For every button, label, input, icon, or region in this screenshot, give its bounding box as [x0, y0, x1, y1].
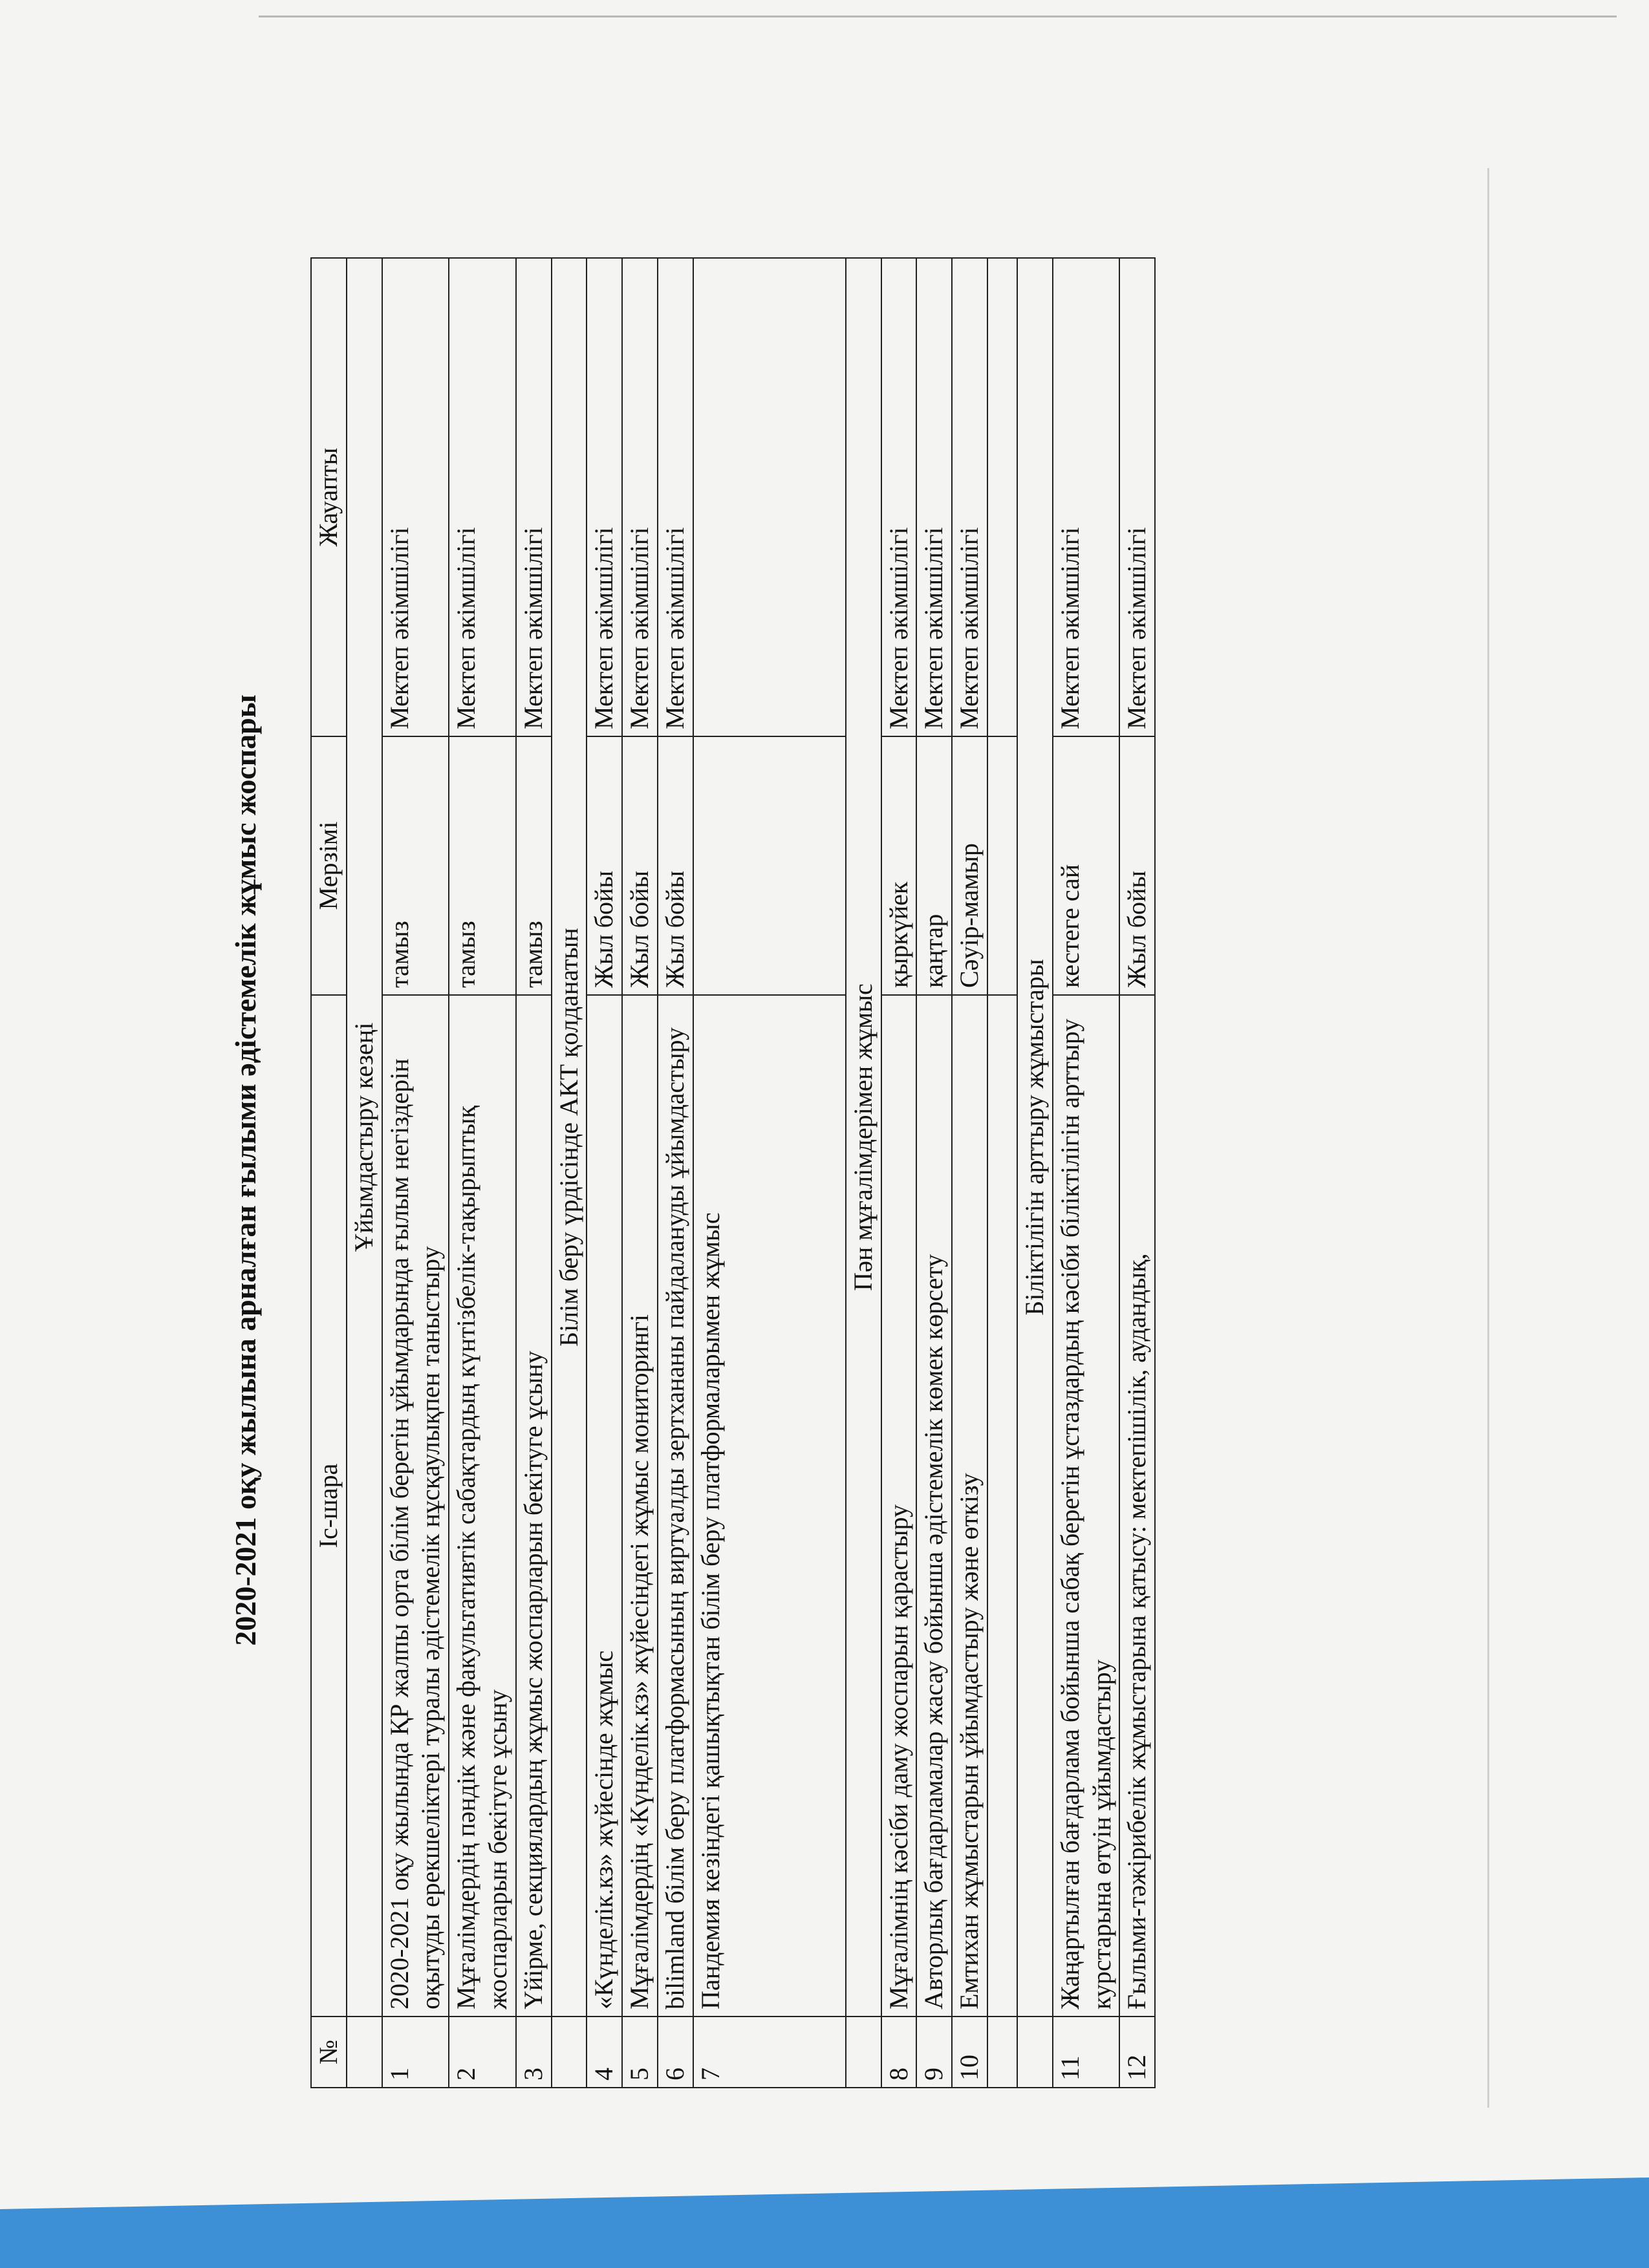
row-activity: Авторлық бағдарламалар жасау бойынша әдістемелік көмек көрсету — [916, 995, 952, 2017]
row-activity: Ғылыми-тәжірибелік жұмыстарына қатысу: мектепішілік, аудандық, — [1119, 995, 1155, 2017]
row-activity: Жаңартылған бағдарлама бойынша сабақ беретін ұстаздардың кәсіби біліктілігін арттыру курстарына өтуін ұйымдастыру — [1053, 995, 1120, 2017]
header-activity: Іс-шара — [311, 995, 347, 2017]
row-deadline: Сәуір-мамыр — [952, 736, 987, 995]
rotated-document — [213, 226, 1500, 2114]
section-row — [1017, 258, 1053, 2088]
row-activity: Үйірме, секциялардың жұмыс жоспарларын бекітуге ұсыну — [516, 995, 552, 2017]
row-num: 7 — [693, 2017, 846, 2088]
row-responsible: Мектеп әкімшілігі — [952, 258, 987, 736]
row-responsible: Мектеп әкімшілігі — [622, 258, 658, 736]
row-deadline: қыркүйек — [881, 736, 917, 995]
row-deadline: кестеге сай — [1053, 736, 1120, 995]
table-row — [1053, 258, 1120, 2088]
row-deadline — [693, 736, 846, 995]
row-responsible: Мектеп әкімшілігі — [658, 258, 693, 736]
table-row — [449, 258, 516, 2088]
row-deadline: Жыл бойы — [622, 736, 658, 995]
row-deadline: қаңтар — [916, 736, 952, 995]
work-plan-table — [310, 257, 1156, 2088]
row-responsible: Мектеп әкімшілігі — [1053, 258, 1120, 736]
document-title: 2020-2021 оқу жылына арналған ғылыми әдістемелік жұмыс жоспары — [229, 694, 262, 1646]
scanner-blue-edge — [0, 2177, 1649, 2268]
row-activity: Пандемия кезіндегі қашықтықтан білім беру платформаларымен жұмыс — [693, 995, 846, 2017]
row-activity: bilimland білім беру платформасының виртуалды зертхананы пайдалануды ұйымдастыру — [658, 995, 693, 2017]
row-deadline: тамыз — [516, 736, 552, 995]
row-activity: Емтихан жұмыстарын ұйымдастыру және өткізу — [952, 995, 987, 2017]
table-row — [587, 258, 622, 2088]
section-title: Білім беру үрдісінде АКТ қолданатын — [552, 258, 587, 2017]
row-num: 8 — [881, 2017, 917, 2088]
row-num: 5 — [622, 2017, 658, 2088]
row-deadline: Жыл бойы — [1119, 736, 1155, 995]
header-num: № — [311, 2017, 347, 2088]
row-num: 12 — [1119, 2017, 1155, 2088]
table-row — [382, 258, 449, 2088]
row-responsible: Мектеп әкімшілігі — [587, 258, 622, 736]
row-responsible: Мектеп әкімшілігі — [449, 258, 516, 736]
table-row — [916, 258, 952, 2088]
row-deadline: тамыз — [382, 736, 449, 995]
row-num: 11 — [1053, 2017, 1120, 2088]
section-title: Ұйымдастыру кезеңі — [347, 258, 382, 2017]
row-activity: 2020-2021 оқу жылында ҚР жалпы орта білім беретін ұйымдарында ғылым негіздерін оқытуды ерекшеліктері туралы әдістемелік нұсқаулықпен таныстыру — [382, 995, 449, 2017]
row-num: 3 — [516, 2017, 552, 2088]
table-header-row — [311, 258, 347, 2088]
row-activity: «Күнделік.кз» жүйесінде жұмыс — [587, 995, 622, 2017]
header-deadline: Мерзімі — [311, 736, 347, 995]
row-deadline: тамыз — [449, 736, 516, 995]
table-row — [952, 258, 987, 2088]
row-num: 1 — [382, 2017, 449, 2088]
section-title: Пән мұғалімдерімен жұмыс — [846, 258, 881, 2017]
row-num: 6 — [658, 2017, 693, 2088]
row-responsible: Мектеп әкімшілігі — [916, 258, 952, 736]
section-row — [347, 258, 382, 2088]
row-responsible — [693, 258, 846, 736]
row-activity: Мұғалімнің кәсіби даму жоспарын қарастыру — [881, 995, 917, 2017]
row-deadline: Жыл бойы — [658, 736, 693, 995]
section-title: Біліктілігін арттыру жұмыстары — [1017, 258, 1053, 2017]
row-num: 10 — [952, 2017, 987, 2088]
row-deadline: Жыл бойы — [587, 736, 622, 995]
row-num: 9 — [916, 2017, 952, 2088]
row-responsible: Мектеп әкімшілігі — [382, 258, 449, 736]
header-responsible: Жауапты — [311, 258, 347, 736]
section-row — [846, 258, 881, 2088]
table-row — [622, 258, 658, 2088]
scan-edge-line — [259, 16, 1617, 17]
row-responsible: Мектеп әкімшілігі — [881, 258, 917, 736]
row-activity: Мұғалімдердің пәндік және факультативтік сабақтардың күнтізбелік-тақырыптық жоспарларын бекітуге ұсыну — [449, 995, 516, 2017]
row-num: 4 — [587, 2017, 622, 2088]
row-responsible: Мектеп әкімшілігі — [1119, 258, 1155, 736]
table-row — [658, 258, 693, 2088]
row-activity: Мұғалімдердің «Күнделік.кз» жүйесіндегі жұмыс мониторингі — [622, 995, 658, 2017]
table-row — [1119, 258, 1155, 2088]
row-num: 2 — [449, 2017, 516, 2088]
spacer-row — [987, 258, 1017, 2088]
table-row — [516, 258, 552, 2088]
row-responsible: Мектеп әкімшілігі — [516, 258, 552, 736]
table-row — [693, 258, 846, 2088]
section-row — [552, 258, 587, 2088]
table-row — [881, 258, 917, 2088]
